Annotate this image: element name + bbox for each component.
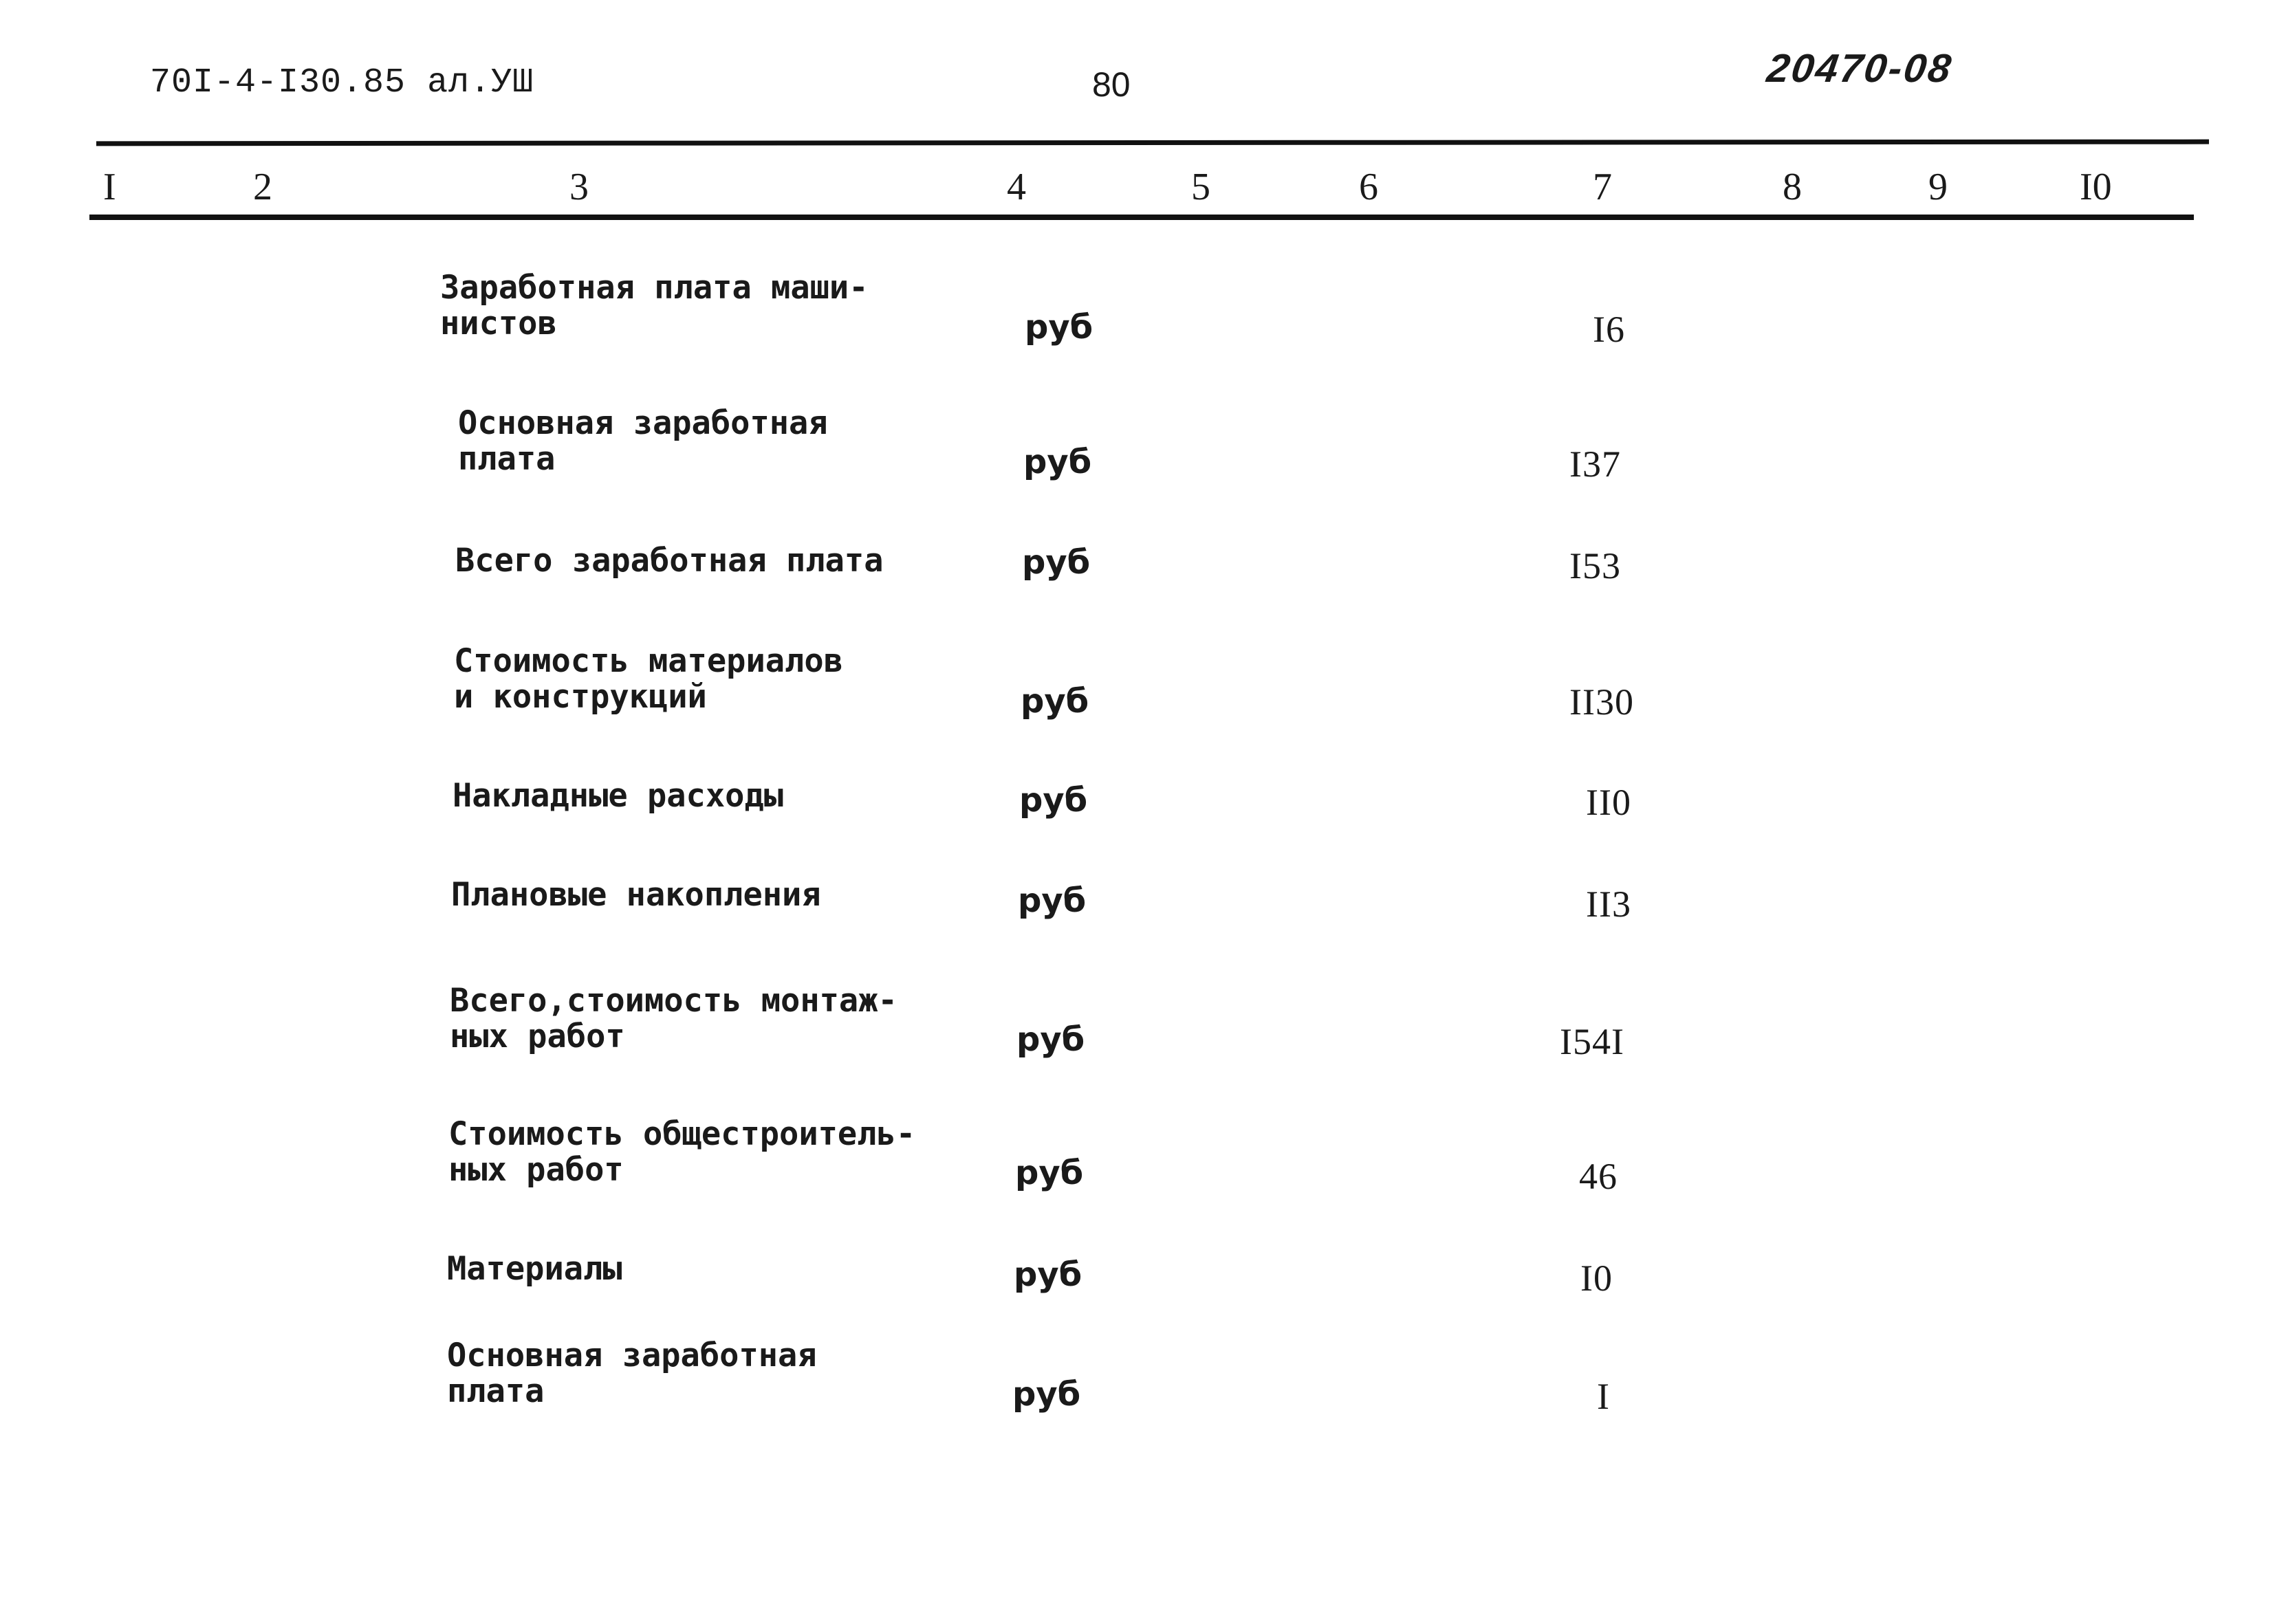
row-value: I54I [1560,1021,1624,1062]
row-unit: руб [1018,881,1087,920]
row-name: Основная заработная плата [447,1337,817,1410]
row-name: Заработная плата маши- нистов [440,269,869,342]
page-number: 80 [1092,65,1131,104]
row-value: I [1597,1376,1610,1417]
column-number-2: 2 [253,166,272,208]
row-value: I0 [1580,1258,1613,1299]
column-number-9: 9 [1928,166,1948,208]
row-name: Накладные расходы [453,777,784,815]
column-number-7: 7 [1593,166,1612,208]
row-unit: руб [1012,1375,1081,1414]
row-unit: руб [1016,1020,1085,1059]
column-number-8: 8 [1783,166,1802,208]
column-number-4: 4 [1007,166,1026,208]
row-unit: руб [1019,781,1088,820]
row-name: Основная заработная плата [458,404,828,478]
row-name: Материалы [447,1250,622,1288]
row-value: II0 [1586,782,1631,823]
document-code: 70I-4-I30.85 ал.УШ [150,63,534,102]
handwritten-stamp-number: 20470-08 [1764,46,1956,91]
table-top-rule [96,140,2209,146]
row-unit: руб [1015,1154,1084,1192]
row-value: I6 [1593,309,1625,350]
row-value: I37 [1569,443,1621,485]
row-name: Стоимость материалов и конструкций [454,642,843,716]
row-name: Всего,стоимость монтаж- ных работ [450,982,897,1055]
column-number-10: I0 [2080,166,2112,208]
row-unit: руб [1023,443,1092,481]
row-unit: руб [1021,682,1089,721]
row-name: Всего заработная плата [455,542,884,580]
table-header-rule [89,215,2194,220]
row-value: II3 [1586,884,1631,925]
column-number-5: 5 [1191,166,1210,208]
row-unit: руб [1014,1255,1082,1294]
column-number-3: 3 [569,166,589,208]
row-value: 46 [1579,1156,1618,1197]
column-number-1: I [103,166,116,208]
row-name: Стоимость общестроитель- ных работ [448,1115,916,1189]
column-number-6: 6 [1359,166,1378,208]
row-value: I53 [1569,545,1621,586]
row-name: Плановые накопления [451,876,821,914]
row-unit: руб [1025,308,1093,347]
row-value: II30 [1569,681,1634,723]
row-unit: руб [1022,543,1091,582]
